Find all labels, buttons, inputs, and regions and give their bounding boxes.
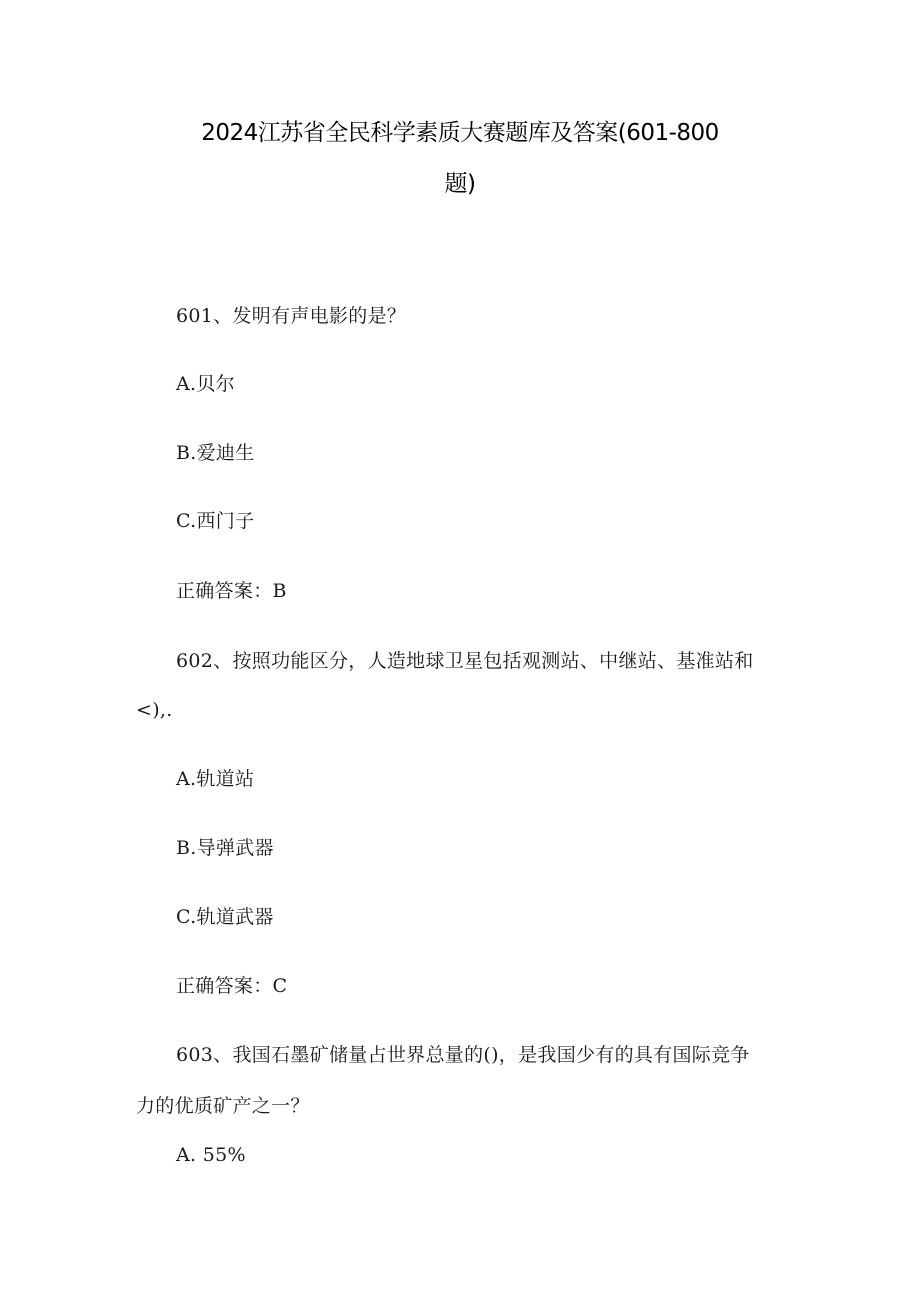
question-601-answer: 正确答案：B [176,580,287,602]
question-602-option-c: C.轨道武器 [176,906,274,928]
document-title-line-1: 2024江苏省全民科学素质大赛题库及答案(601-800 [201,120,719,146]
question-602-option-b: B.导弹武器 [176,837,274,859]
document-title-line-2: 题) [444,171,476,197]
question-602-option-a: A.轨道站 [176,768,255,790]
question-603-option-a: A. 55% [176,1144,246,1166]
question-601-option-a: A.贝尔 [176,373,235,395]
question-601-stem: 601、发明有声电影的是？ [176,305,407,327]
question-601-option-c: C.西门子 [176,510,255,532]
question-602-stem-line-2: <),. [136,699,173,721]
question-602-answer: 正确答案：C [176,975,288,997]
question-603-stem-line-2: 力的优质矿产之一？ [136,1095,310,1117]
question-602-stem-line-1: 602、按照功能区分，人造地球卫星包括观测站、中继站、基准站和 [176,650,754,672]
question-603-stem-line-1: 603、我国石墨矿储量占世界总量的()，是我国少有的具有国际竞争 [176,1044,750,1066]
question-601-option-b: B.爱迪生 [176,442,255,464]
